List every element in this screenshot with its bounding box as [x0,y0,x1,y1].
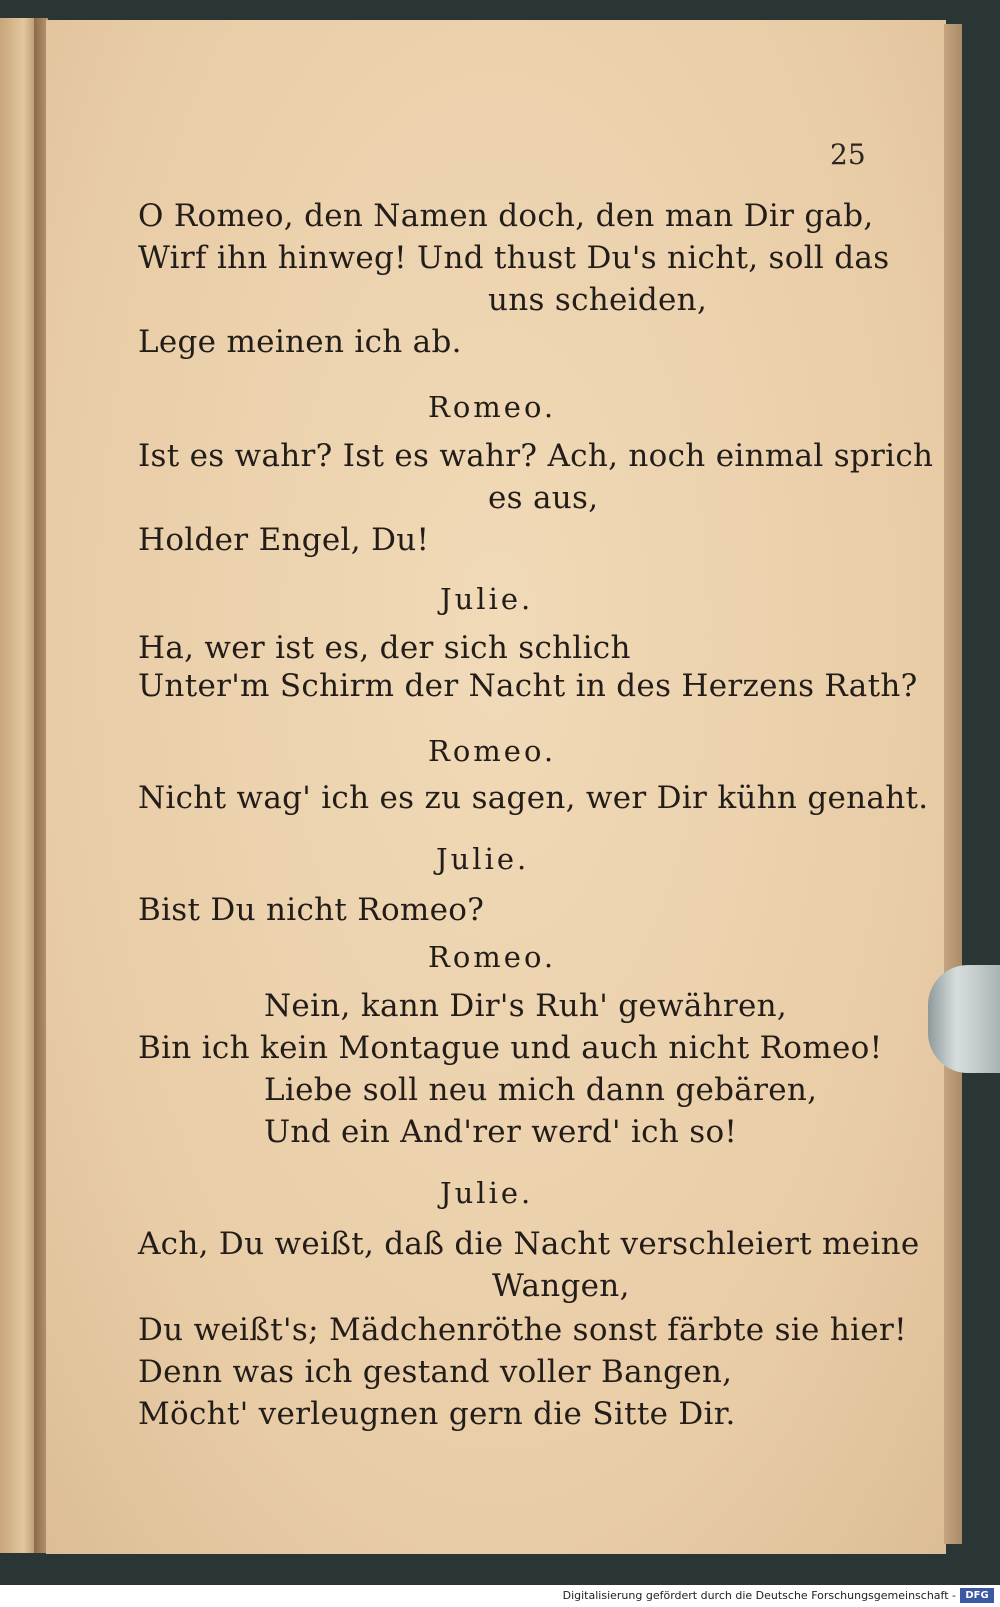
digitization-credit: Digitalisierung gefördert durch die Deutsche Forschungsgemeinschaft - [562,1589,956,1602]
speaker-name: Romeo. [428,734,557,768]
page-clip [928,965,1000,1073]
speaker-name: Romeo. [428,940,557,974]
speaker-name: Julie. [436,842,530,876]
verse-line: Holder Engel, Du! [138,522,430,558]
right-page-edge [944,24,962,1544]
verse-line: es aus, [488,480,599,516]
verse-line: Und ein And'rer werd' ich so! [264,1114,738,1150]
verse-line: Nicht wag' ich es zu sagen, wer Dir kühn genaht. [138,780,929,816]
verse-line: Denn was ich gestand voller Bangen, [138,1354,733,1390]
speaker-name: Julie. [440,582,534,616]
left-page-edge [0,18,34,1553]
verse-line: Ach, Du weißt, daß die Nacht verschleiert meine [138,1226,920,1262]
verse-line: uns scheiden, [488,282,708,318]
verse-line: Lege meinen ich ab. [138,324,462,360]
verse-line: O Romeo, den Namen doch, den man Dir gab, [138,198,874,234]
verse-line: Du weißt's; Mädchenröthe sonst färbte sie hier! [138,1312,907,1348]
verse-line: Ha, wer ist es, der sich schlich [138,630,631,666]
page-number: 25 [830,138,866,171]
footer-bar [0,1585,1000,1607]
dfg-logo: DFG [960,1588,994,1603]
verse-line: Bin ich kein Montague und auch nicht Romeo! [138,1030,883,1066]
verse-line: Bist Du nicht Romeo? [138,892,485,928]
verse-line: Möcht' verleugnen gern die Sitte Dir. [138,1396,736,1432]
speaker-name: Romeo. [428,390,557,424]
verse-line: Wangen, [492,1268,630,1304]
verse-line: Liebe soll neu mich dann gebären, [264,1072,818,1108]
verse-line: Ist es wahr? Ist es wahr? Ach, noch einmal sprich [138,438,934,474]
verse-line: Unter'm Schirm der Nacht in des Herzens Rath? [138,668,918,704]
speaker-name: Julie. [440,1176,534,1210]
verse-line: Wirf ihn hinweg! Und thust Du's nicht, soll das [138,240,890,276]
verse-line: Nein, kann Dir's Ruh' gewähren, [264,988,788,1024]
